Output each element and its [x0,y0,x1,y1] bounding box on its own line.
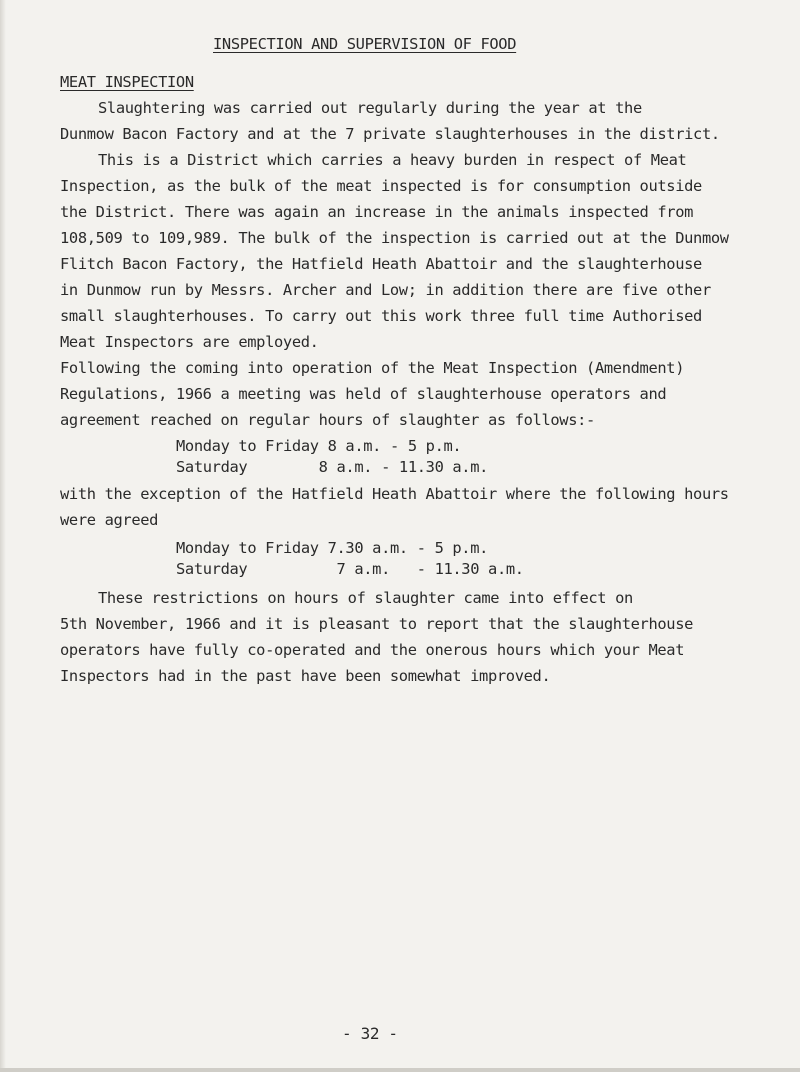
page-number: - 32 - [342,1024,398,1043]
paragraph-line: small slaughterhouses. To carry out this work three full time Authorised [60,307,702,325]
schedule-line: Saturday 7 a.m. - 11.30 a.m. [176,560,524,578]
page-bottom-edge [0,1068,800,1072]
paragraph-line: with the exception of the Hatfield Heath Abattoir where the following hours [60,485,729,503]
paragraph-line: were agreed [60,511,159,529]
paragraph-line: These restrictions on hours of slaughter came into effect on [98,589,633,607]
paragraph-line: Regulations, 1966 a meeting was held of slaughterhouse operators and [60,385,667,403]
paragraph-line: Meat Inspectors are employed. [60,333,319,351]
paragraph-line: Inspection, as the bulk of the meat inspected is for consumption outside [60,177,702,195]
paragraph-line: 5th November, 1966 and it is pleasant to report that the slaughterhouse [60,615,694,633]
paragraph-line: Following the coming into operation of the Meat Inspection (Amendment) [60,359,685,377]
paragraph-line: 108,509 to 109,989. The bulk of the inspection is carried out at the Dunmow [60,229,729,247]
page-title: INSPECTION AND SUPERVISION OF FOOD [213,35,517,53]
paragraph-line: operators have fully co-operated and the onerous hours which your Meat [60,641,685,659]
schedule-line: Monday to Friday 8 a.m. - 5 p.m. [176,437,462,455]
paragraph-line: This is a District which carries a heavy burden in respect of Meat [98,151,687,169]
paragraph-line: the District. There was again an increase in the animals inspected from [60,203,694,221]
paragraph-line: Slaughtering was carried out regularly during the year at the [98,99,642,117]
schedule-line: Saturday 8 a.m. - 11.30 a.m. [176,458,489,476]
paragraph-line: agreement reached on regular hours of slaughter as follows:- [60,411,595,429]
paragraph-line: in Dunmow run by Messrs. Archer and Low; in addition there are five other [60,281,711,299]
page-left-edge-shadow [0,0,6,1072]
paragraph-line: Inspectors had in the past have been somewhat improved. [60,667,551,685]
paragraph-line: Dunmow Bacon Factory and at the 7 private slaughterhouses in the district. [60,125,720,143]
paragraph-line: Flitch Bacon Factory, the Hatfield Heath Abattoir and the slaughterhouse [60,255,702,273]
schedule-line: Monday to Friday 7.30 a.m. - 5 p.m. [176,539,489,557]
section-heading: MEAT INSPECTION [60,73,194,91]
